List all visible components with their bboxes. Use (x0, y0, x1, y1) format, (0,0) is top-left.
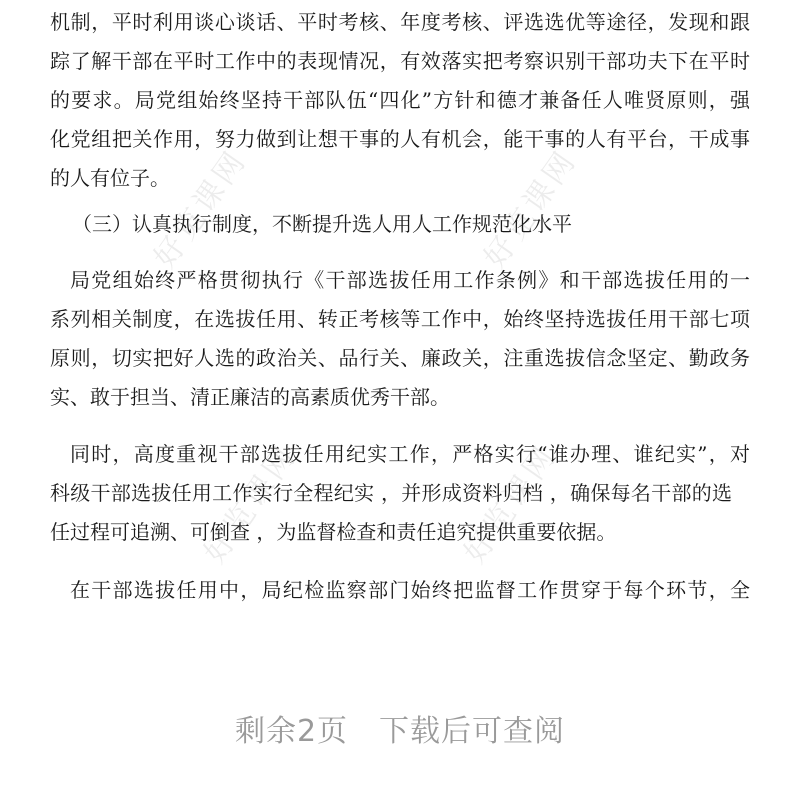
text-line: 化党组把关作用，努力做到让想干事的人有机会，能干事的人有平台，干成事 (50, 127, 750, 151)
text-line: 在干部选拔任用中，局纪检监察部门始终把监督工作贯穿于每个环节，全 (70, 578, 750, 602)
text-line: 系列相关制度，在选拔任用、转正考核等工作中，始终坚持选拔任用干部七项 (50, 307, 750, 331)
text-line: 的要求。局党组始终坚持干部队伍“四化”方针和德才兼备任人唯贤原则，强 (50, 88, 750, 112)
text-line: 机制，平时利用谈心谈话、平时考核、年度考核、评选选优等途径，发现和跟 (50, 10, 750, 34)
text-line: 局党组始终严格贯彻执行《干部选拔任用工作条例》和干部选拔任用的一 (70, 268, 750, 292)
text-line: 原则，切实把好人选的政治关、品行关、廉政关，注重选拔信念坚定、勤政务 (50, 346, 750, 370)
section-heading: （三）认真执行制度，不断提升选人用人工作规范化水平 (72, 212, 572, 236)
text-line: 的人有位子。 (50, 166, 170, 190)
text-line: 同时，高度重视干部选拔任用纪实工作，严格实行“谁办理、谁纪实”，对 (70, 442, 750, 466)
text-line: 科级干部选拔任用工作实行全程纪实 ，并形成资料归档 ，确保每名干部的选 (50, 481, 732, 505)
text-line: 踪了解干部在平时工作中的表现情况，有效落实把考察识别干部功夫下在平时 (50, 49, 750, 73)
text-line: 任过程可追溯、可倒查 ，为监督检查和责任追究提供重要依据。 (50, 520, 617, 544)
text-line: 实、敢于担当、清正廉洁的高素质优秀干部。 (50, 385, 450, 409)
remaining-pages-notice[interactable]: 剩余2页 下载后可查阅 (234, 714, 566, 749)
